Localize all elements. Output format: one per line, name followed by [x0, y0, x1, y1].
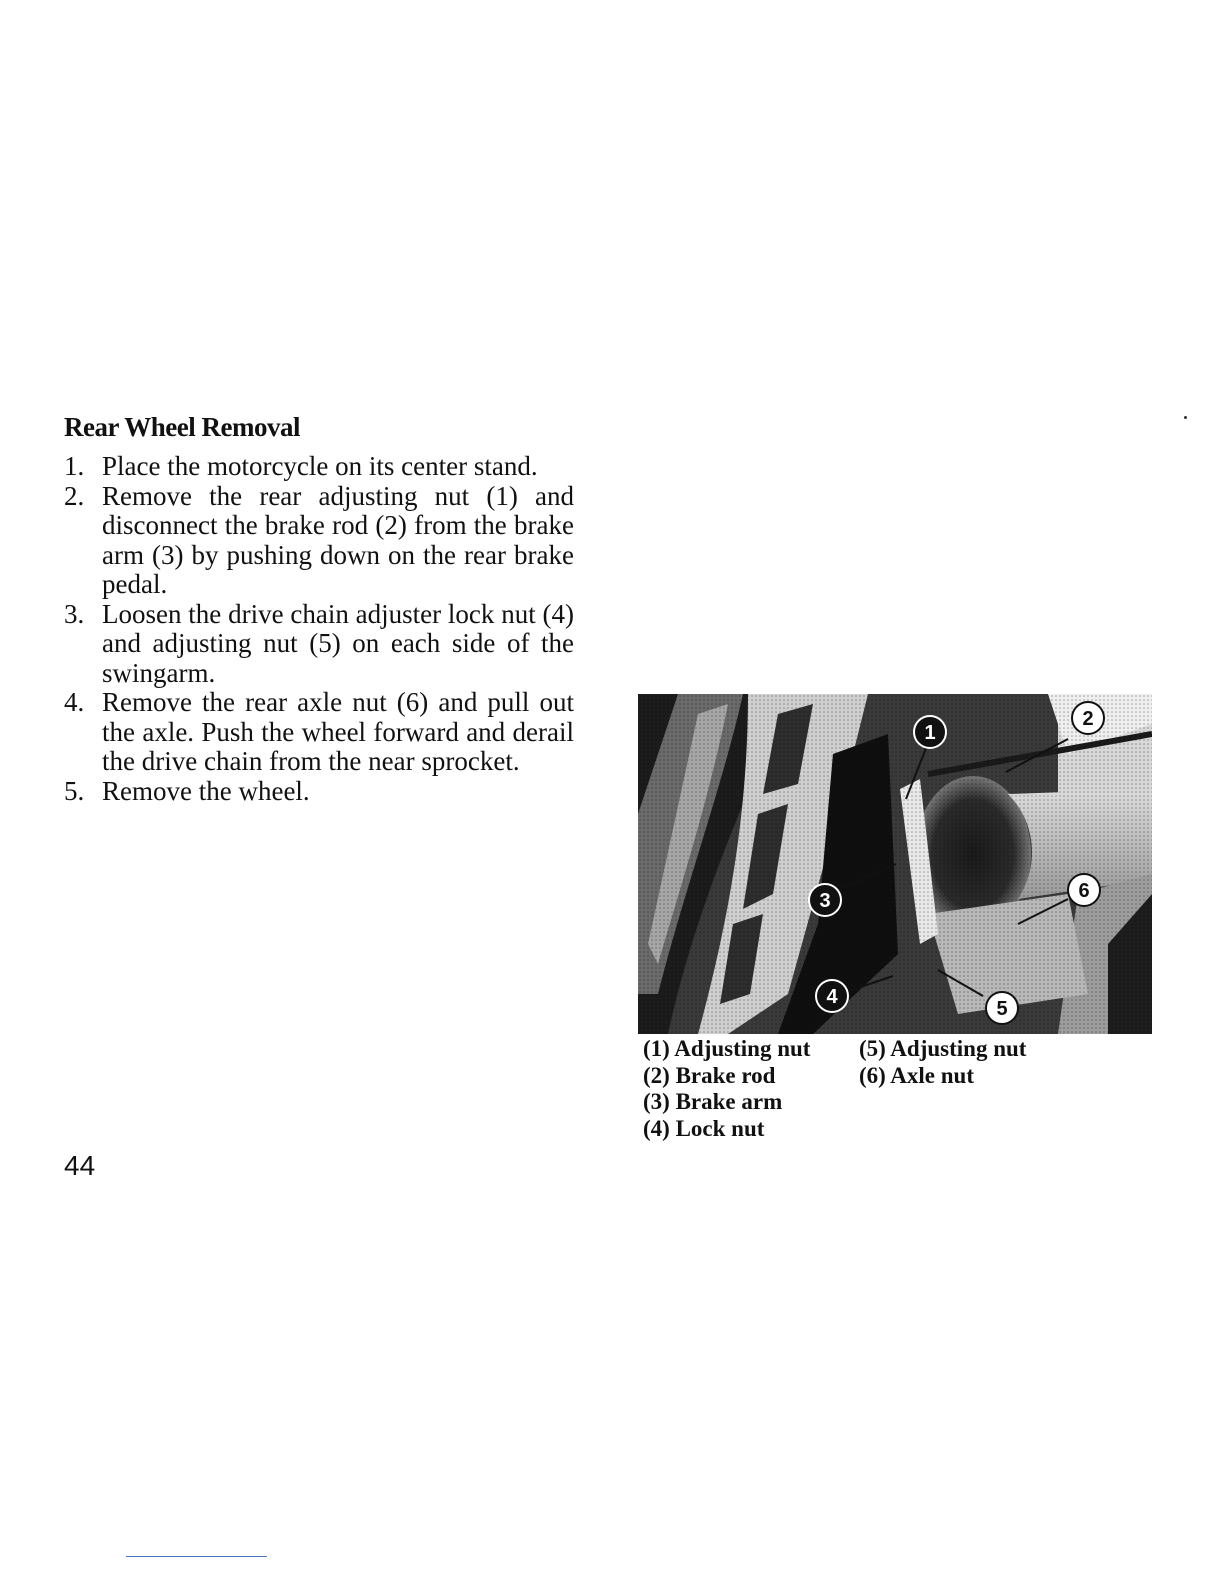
svg-text:1: 1 [924, 722, 936, 744]
caption-adjusting-nut-1: (1) Adjusting nut [643, 1036, 811, 1061]
step-item [64, 452, 574, 482]
step-item [64, 777, 574, 807]
svg-text:2: 2 [1082, 708, 1094, 730]
page-number: 44 [64, 1150, 96, 1181]
section-heading: Rear Wheel Removal [64, 412, 300, 442]
step-text: Loosen the drive chain adjuster lock nut (4) and adjusting nut (5) on each side of the swingarm. [102, 598, 574, 688]
step-text: Remove the rear adjusting nut (1) and disconnect the brake rod (2) from the brake arm (3) by pushing down on the rear brake pedal. [102, 480, 574, 599]
step-number: 4. [64, 687, 85, 717]
callout-3 [809, 884, 841, 916]
step-number: 1. [64, 451, 85, 481]
svg-text:5: 5 [996, 998, 1008, 1020]
footer-rule [126, 1556, 267, 1557]
step-item [64, 688, 574, 777]
callout-1 [914, 716, 946, 748]
callout-2 [1072, 702, 1104, 734]
step-item [64, 482, 574, 600]
step-text: Place the motorcycle on its center stand. [102, 451, 538, 481]
step-text: Remove the rear axle nut (6) and pull out the axle. Push the wheel forward and derail the drive chain from the near sprocket. [102, 687, 574, 776]
caption-empty [859, 1116, 1059, 1143]
steps-list [64, 452, 574, 806]
rear-wheel-photo [638, 694, 1152, 1034]
print-speck [1184, 416, 1187, 419]
step-number: 2. [64, 480, 85, 511]
step-text: Remove the wheel. [102, 775, 310, 806]
callout-6 [1068, 874, 1100, 906]
svg-text:6: 6 [1078, 880, 1090, 902]
caption-adjusting-nut-5: (5) Adjusting nut [859, 1036, 1027, 1061]
caption-brake-rod: (2) Brake rod [643, 1062, 776, 1088]
callout-5 [986, 992, 1018, 1024]
svg-text:3: 3 [819, 890, 831, 912]
svg-text:4: 4 [826, 986, 838, 1008]
caption-empty [859, 1089, 1059, 1116]
caption-axle-nut: (6) Axle nut [859, 1062, 974, 1088]
step-item [64, 600, 574, 689]
caption-lock-nut: (4) Lock nut [643, 1115, 765, 1141]
caption-brake-arm: (3) Brake arm [643, 1089, 783, 1114]
callout-4 [816, 980, 848, 1012]
figure-captions [643, 1036, 1059, 1142]
step-number: 3. [64, 598, 85, 629]
step-number: 5. [64, 775, 85, 806]
